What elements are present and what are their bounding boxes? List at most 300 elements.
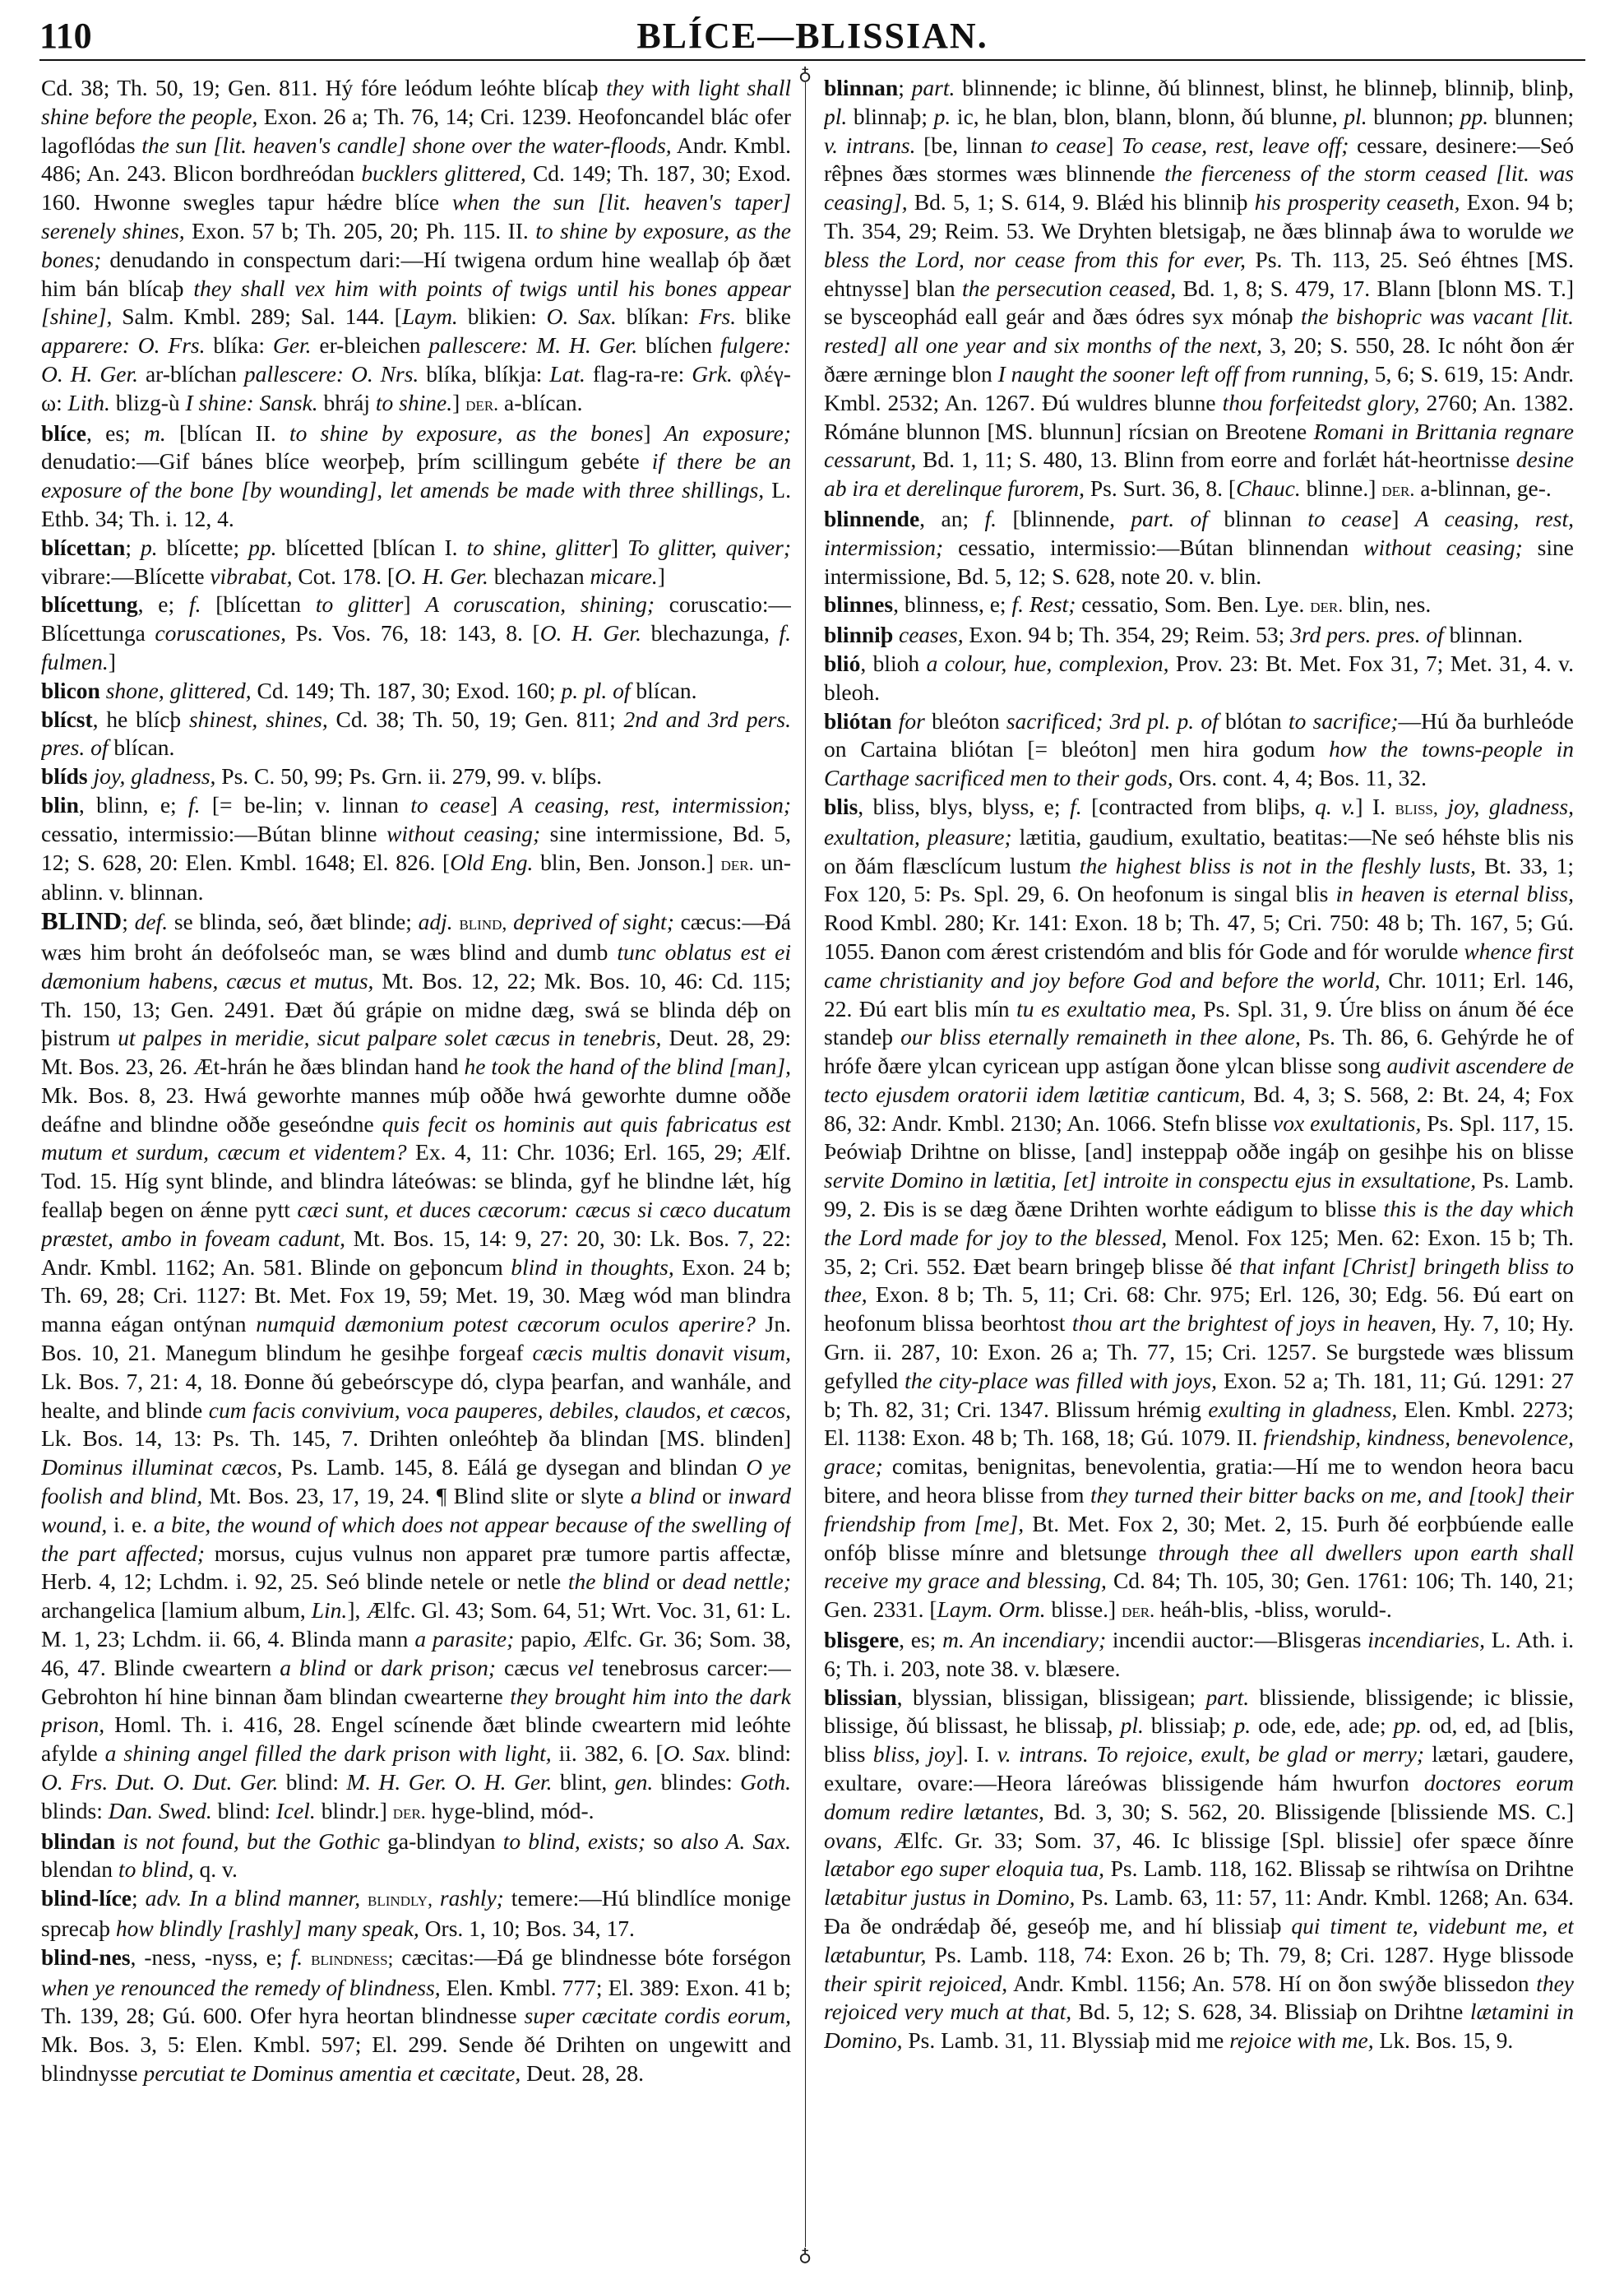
entry-text: , he blícþ xyxy=(92,706,189,732)
translation-text: p. xyxy=(140,534,158,560)
headword: blinnan xyxy=(824,75,899,100)
headword: blíce xyxy=(41,419,86,446)
entry-text: blint, xyxy=(552,1769,615,1795)
translation-text: cum facis convivium, voca pauperes, debiles, claudos, et cæcos, xyxy=(208,1397,791,1423)
translation-text: cæci sunt, et duces cæcorum: cæcus si cæco ducatum præstet, ambo in foveam cadunt, xyxy=(41,1197,791,1251)
headword: blin xyxy=(41,791,79,818)
entry-text: Cd. 149; Th. 187, 30; Exod. 160. Hwonne swegles tapur hǽdre blíce xyxy=(41,160,791,215)
headword: blícettung xyxy=(41,591,138,618)
translation-text: a bite, the wound of which does not appear because of the swelling of the part affected; xyxy=(41,1511,791,1566)
entry-text: i. e. xyxy=(107,1511,154,1537)
translation-text: our bliss eternally remaineth in thee alone, xyxy=(900,1024,1301,1050)
dictionary-entry xyxy=(41,74,791,419)
column-divider xyxy=(805,72,806,2254)
entry-text: blizg-ù xyxy=(109,389,186,415)
entry-text: Exon. 94 b; Th. 354, 29; Reim. 53. We Dryhten bletsigaþ, ne ðæs blinnaþ áwa to worulde xyxy=(824,189,1574,243)
entry-text: blícan. xyxy=(630,677,697,703)
entry-text: blícan. xyxy=(108,734,175,761)
translation-text: gen. xyxy=(614,1769,654,1795)
translation-text: without ceasing; xyxy=(1363,534,1523,560)
entry-text: ] xyxy=(108,648,116,674)
entry-text: Exon. 94 b; Th. 354, 29; Reim. 53; xyxy=(963,622,1291,648)
entry-text: Exon. 26 a; Th. 76, 14; Cri. 1239. Heofoncandel blác ofer lagoflódas xyxy=(41,103,791,158)
translation-text: fulgere: O. H. Ger. xyxy=(41,332,791,387)
translation-text: how blindly [rashly] many speak, xyxy=(115,1916,419,1941)
translation-text: to blind, xyxy=(118,1856,194,1883)
translation-text: bucklers glittered, xyxy=(361,160,526,187)
entry-text: Ps. Lamb. 31, 11. Blyssiaþ mid me xyxy=(902,2027,1230,2054)
entry-text: Ps. Th. 86, 6. Gehýrde he of hrófe ðære ylcan cyricean upp astígan ðone ylcan blisse song xyxy=(824,1024,1574,1079)
entry-text: Bd. 5, 1; S. 614, 9. Blǽd his blinniþ xyxy=(907,189,1255,215)
translation-text: to shine, glitter xyxy=(466,534,611,560)
headword: blind-nes xyxy=(41,1943,131,1970)
translation-text: Lith. xyxy=(67,389,110,415)
entry-text: 3, 20; S. 550, 28. Ic nóht ðon ǽr ðære ærninge blon xyxy=(824,332,1574,387)
entry-text: Menol. Fox 125; Men. 62: Exon. 15 b; Th. 35, 2; Cri. 552. Ðæt bearn bringeþ blisse ðé xyxy=(824,1224,1574,1279)
entry-text xyxy=(303,1944,311,1970)
translation-text: Old Eng. xyxy=(450,849,534,875)
entry-text: Ps. Lamb. 99, 2. Ðis is se dæg ðæne Drihten worhte eádigum to blisse xyxy=(824,1167,1574,1222)
entry-text: comitas, benignitas, benevolentia, gratia:—Hí me to wendon heora bacu bitere, and heora blisse from xyxy=(824,1453,1574,1508)
translation-text: p. xyxy=(1233,1712,1252,1739)
translation-text: numquid dæmonium potest cæcorum oculos aperire? xyxy=(256,1311,756,1337)
entry-text: Ps. Vos. 76, 18: 143, 8. [ xyxy=(286,620,540,646)
translation-text: Goth. xyxy=(740,1769,791,1795)
entry-text: Lk. Bos. 14, 13: Ps. Th. 145, 7. Drihten onleóhteþ ða blindan [MS. blinden] xyxy=(41,1425,791,1452)
entry-text: lætitia, gaudium, exultatio, beatitas:—Ne seó héhste blis nis on ðám flæsclícum lustum xyxy=(824,823,1574,878)
translation-text: I shine: Sansk. xyxy=(185,389,318,415)
entry-text: ]. I. xyxy=(955,1741,997,1767)
entry-text: cæcitas:—Ðá ge blindnesse bóte forségon xyxy=(393,1943,791,1970)
entry-text: ; xyxy=(125,534,141,560)
headword: blinniþ xyxy=(824,622,894,648)
translation-text: v. intrans. To rejoice, exult, be glad or merry; xyxy=(997,1741,1424,1767)
entry-text: blinds: xyxy=(41,1797,109,1823)
translation-text: thou art the brightest of joys in heaven, xyxy=(1071,1310,1437,1337)
entry-text: blinnaþ; xyxy=(847,103,934,129)
entry-text: [= be-lin; v. linnan xyxy=(200,791,411,818)
translation-text: blind in thoughts, xyxy=(511,1253,674,1280)
entry-text: Ps. Spl. 117, 15. Þeówiaþ Drihtne on blisse, [and] insteppaþ oððe ingáþ on gesihþe his on blisse xyxy=(824,1110,1574,1165)
translation-text: also A. Sax. xyxy=(681,1828,791,1854)
small-caps-label: bliss, xyxy=(1395,797,1438,819)
entry-text: blechazan xyxy=(488,563,590,589)
entry-text: temere:—Hú blindlíce monige sprecaþ xyxy=(41,1885,791,1941)
entry-text: Homl. Th. i. 416, 28. Engel scínende ðæt blinde cweartern mid leóhte afylde xyxy=(41,1712,791,1767)
entry-text: lætari, gaudere, exultare, ovare:—Heora láreówas blissigende hám hwurfon xyxy=(824,1741,1574,1796)
translation-text: desine ab ira et derelinque furorem, xyxy=(824,447,1574,502)
entry-text: blótan xyxy=(1218,707,1289,734)
entry-text: blunnon; xyxy=(1367,103,1460,129)
translation-text: lætabitur justus in Domino, xyxy=(824,1884,1076,1911)
entry-text: , blioh xyxy=(860,650,927,676)
entry-text: Ps. Lamb. 145, 8. Eálá ge dysegan and blindan xyxy=(282,1454,747,1480)
entry-text xyxy=(893,622,899,647)
entry-text: cessatio, intermissio:—Bútan blinnendan xyxy=(943,534,1364,560)
entry-text: cæcus xyxy=(496,1654,568,1680)
entry-text: ], Ælfc. Gl. 43; Som. 64, 51; Wrt. Voc. 31, 61: L. M. 1, 23; Lchdm. ii. 66, 4. Blinda mann xyxy=(41,1597,791,1652)
small-caps-label: blindness; xyxy=(311,1948,394,1970)
entry-text: , -ness, -nyss, e; xyxy=(130,1943,291,1970)
entry-text: Cd. 84; Th. 105, 30; Gen. 1761: 106; Th. 140, 21; Gen. 2331. [ xyxy=(824,1568,1574,1623)
translation-text: the city-place was filled with joys, xyxy=(905,1367,1217,1393)
page-number: 110 xyxy=(39,16,92,56)
entry-text: Ps. Spl. 31, 9. Úre bliss on ánum ðé éce standeþ xyxy=(824,995,1574,1050)
translation-text: the fierceness of the storm ceased [lit. was ceasing], xyxy=(824,160,1574,215)
entry-text: Cd. 149; Th. 187, 30; Exod. 160; xyxy=(251,677,562,703)
headword: blissian xyxy=(824,1684,897,1710)
entry-text: Lk. Bos. 7, 21: 4, 18. Ðonne ðú gebeórscype dó, clypa þearfan, and wanhále, and healte, and blinde xyxy=(41,1368,791,1423)
entry-text: ode, ede, ade; xyxy=(1251,1712,1394,1739)
entry-text: ; xyxy=(122,909,135,935)
entry-text: , e; xyxy=(137,591,189,618)
entry-text: morsus, cujus vulnus non apparet præ tumore partis affectæ, Herb. 4, 12; Lchdm. i. 92, 25. Seó blinde netele or netle xyxy=(41,1540,791,1595)
headword: bliótan xyxy=(824,707,892,734)
translation-text: servite Domino in lætitia, [et] introite in conspectu ejus in exsultatione, xyxy=(824,1167,1477,1193)
entry-text: blinne.] xyxy=(1300,475,1382,502)
translation-text: f. xyxy=(188,591,201,618)
headword: blindan xyxy=(41,1828,116,1854)
translation-text: through thee all dwellers upon earth shall receive my grace and blessing, xyxy=(824,1539,1574,1594)
small-caps-label: blind, xyxy=(459,913,507,935)
dictionary-entry xyxy=(41,1884,791,1943)
entry-text: ] I. xyxy=(1355,793,1395,819)
translation-text: thou forfeitedst glory, xyxy=(1222,389,1420,415)
entry-text: Ps. C. 50, 99; Ps. Grn. ii. 279, 99. v. blíþs. xyxy=(215,763,603,790)
translation-text: to sacrifice; xyxy=(1289,707,1399,734)
dictionary-entry xyxy=(41,791,791,907)
translation-text: O ye foolish and blind, xyxy=(41,1454,791,1509)
translation-text: Frs. xyxy=(699,303,737,330)
entry-text: blíkan: xyxy=(616,303,700,330)
headword: blinnes xyxy=(824,591,894,618)
translation-text: the highest bliss is not in the fleshly lusts, xyxy=(1079,852,1476,878)
translation-text: apparere: O. Frs. xyxy=(41,332,206,359)
entry-text: Elen. Kmbl. 777; El. 389: Exon. 41 b; Th. 139, 28; Gú. 600. Ofer hyra heortan blindnesse xyxy=(41,1974,791,2029)
entry-text: blechazunga, xyxy=(641,620,780,646)
translation-text: Dominus illuminat cæcos, xyxy=(41,1454,283,1480)
entry-text: Bd. 4, 3; S. 568, 2: Bt. 24, 4; Fox 86, 32: Andr. Kmbl. 2130; An. 1066. Stefn blisse xyxy=(824,1081,1574,1136)
headword: blisgere xyxy=(824,1627,900,1653)
translation-text: to shine by exposure, as the bones xyxy=(289,419,644,446)
translation-text: we bless the Lord, nor cease from this for ever, xyxy=(824,217,1574,272)
entry-text: blinnende; ic blinne, ðú blinnest, blinst, he blinneþ, blinniþ, blinþ, xyxy=(955,75,1574,100)
entry-text: blissiaþ; xyxy=(1143,1712,1234,1739)
translation-text: whence first came christianity and joy before God and before the world, xyxy=(824,938,1574,993)
entry-text: blícette; xyxy=(157,534,249,560)
entry-text: Exon. 57 b; Th. 205, 20; Ph. 115. II. xyxy=(184,217,536,243)
entry-text: blindr.] xyxy=(315,1797,393,1823)
translation-text: pp. xyxy=(248,534,277,560)
entry-text: archangelica [lamium album, xyxy=(41,1597,312,1624)
translation-text: dead nettle; xyxy=(682,1568,791,1595)
entry-text: Mt. Bos. 15, 14: 9, 27: 20, 30: Lk. Bos. 7, 22: Andr. Kmbl. 1162; An. 581. Blinde on geþoncum xyxy=(41,1225,791,1280)
translation-text: to glitter xyxy=(315,591,404,618)
entry-text: L. Ethb. 34; Th. i. 12, 4. xyxy=(41,477,791,531)
translation-text: doctores eorum domum redire lætantes, xyxy=(824,1770,1574,1824)
entry-text: bleóton xyxy=(924,707,1006,734)
translation-text: a colour, hue, complexion, xyxy=(926,650,1169,676)
entry-text: ] xyxy=(610,534,628,560)
entry-text: Cot. 178. [ xyxy=(292,563,395,589)
entry-text: Ex. 4, 11: Chr. 1036; Erl. 165, 29; Ælf. Tod. 15. Híg synt blinde, and blindra láteówas: se blinda, gyf he blindne lǽt, híg feallaþ begen on ǽnne pytt xyxy=(41,1139,791,1223)
entry-text: flag-ra-re: xyxy=(585,360,692,387)
translation-text: v. intrans. xyxy=(824,132,916,158)
translation-text: Ger. xyxy=(272,332,312,359)
translation-text: part. xyxy=(911,75,955,100)
translation-text: coruscationes, xyxy=(155,620,287,646)
dictionary-entry xyxy=(824,621,1574,650)
translation-text: def. xyxy=(134,909,169,935)
entry-text: Bd. 5, 12; S. 628, 34. Blissiaþ on Drihtne xyxy=(1071,1999,1470,2025)
translation-text: to cease xyxy=(1307,505,1392,531)
translation-text: without ceasing; xyxy=(386,820,541,846)
translation-text: ceases, xyxy=(898,622,964,648)
entry-text: cessatio, Som. Ben. Lye. xyxy=(1076,591,1311,618)
translation-text: lætamini in Domino, xyxy=(824,1999,1574,2054)
translation-text: they with light shall shine before the people, xyxy=(41,75,791,129)
dictionary-entry xyxy=(824,650,1574,707)
entry-text: blissiende, blissigende; ic blissie, blissige, ðú blissast, he blissaþ, xyxy=(824,1684,1574,1739)
entry-text: ar-blíchan xyxy=(138,360,244,387)
left-column xyxy=(41,74,791,2245)
translation-text: q. v. xyxy=(1315,793,1356,819)
dictionary-entry xyxy=(41,706,791,763)
entry-text: Ælfc. Gr. 33; Som. 37, 46. Ic blissige [Spl. blissie] ofer spæce ðínre xyxy=(882,1827,1574,1853)
translation-text: m. An incendiary; xyxy=(942,1627,1107,1653)
entry-text: blind: xyxy=(211,1797,276,1823)
translation-text: Icel. xyxy=(275,1797,316,1823)
translation-text: Dan. Swed. xyxy=(108,1797,212,1823)
dictionary-entry xyxy=(824,74,1574,505)
translation-text: to blind, exists; xyxy=(502,1828,646,1854)
translation-text: shinest, shines, xyxy=(188,706,328,732)
entry-text xyxy=(433,1885,440,1911)
dictionary-entry xyxy=(41,1943,791,2088)
translation-text: f. xyxy=(188,791,201,818)
entry-text: hyge-blind, mód-. xyxy=(425,1797,595,1823)
entry-text: incendii auctor:—Blisgeras xyxy=(1106,1627,1368,1653)
translation-text: pallescere: M. H. Ger. xyxy=(428,332,638,359)
translation-text: pallescere: O. Nrs. xyxy=(243,360,419,387)
translation-text: ovans, xyxy=(824,1827,883,1853)
translation-text: a shining angel filled the dark prison with light, xyxy=(104,1740,552,1767)
headword: blind-líce xyxy=(41,1885,132,1911)
entry-text: Hy. 7, 10; Hy. Grn. ii. 287, 10: Exon. 26 a; Th. 77, 15; Cri. 1257. Se burgstede wæs blissum gefylled xyxy=(824,1310,1574,1393)
entry-text: papio, Ælfc. Gr. 36; Som. 38, 46, 47. Blinde cweartern xyxy=(41,1626,791,1680)
translation-text: A ceasing, rest, intermission; xyxy=(509,791,791,818)
translation-text: O. H. Ger. xyxy=(539,620,641,646)
entry-text: ] xyxy=(1391,505,1415,531)
entry-text: q. v. xyxy=(193,1856,238,1883)
entry-text: , blyssian, blissigan, blissigean; xyxy=(896,1684,1206,1710)
headword: blinnende xyxy=(824,505,920,531)
small-caps-label: der. xyxy=(392,1801,426,1823)
translation-text: a blind xyxy=(630,1483,696,1509)
entry-text: a-blícan. xyxy=(498,389,583,415)
translation-text: they rejoiced very much at that, xyxy=(824,1970,1574,2025)
translation-text: to cease xyxy=(1030,132,1107,158)
translation-text: m. xyxy=(143,419,166,446)
entry-text: Mk. Bos. 3, 5: Elen. Kmbl. 597; El. 299. Sende ðé Drihten on ungewitt and blindnysse xyxy=(41,2031,791,2086)
entry-text: or xyxy=(695,1483,729,1509)
entry-text: blind: xyxy=(278,1769,347,1795)
translation-text: 3rd pers. pres. of xyxy=(1290,622,1444,648)
entry-text: blisse.] xyxy=(1045,1596,1122,1623)
small-caps-label: der. xyxy=(1381,479,1415,502)
small-caps-label: der. xyxy=(720,853,754,875)
translation-text: the sun [lit. heaven's candle] shone over the water-floods, xyxy=(141,132,672,158)
entry-text: Ps. Surt. 36, 8. [ xyxy=(1084,475,1237,502)
entry-text: ii. 382, 6. [ xyxy=(551,1740,664,1767)
entry-text: ] xyxy=(403,591,426,618)
translation-text: O. Sax. xyxy=(663,1740,731,1767)
entry-text: cessatio, intermissio:—Bútan blinne xyxy=(41,820,387,846)
entry-text: [blinnende, xyxy=(997,505,1131,531)
translation-text: p. xyxy=(933,103,951,129)
entry-text: Ors. cont. 4, 4; Bos. 11, 32. xyxy=(1173,765,1427,791)
entry-text: Exon. 52 a; Th. 181, 11; Gú. 1291: 27 b; Th. 82, 31; Cri. 1347. Blissum hrémig xyxy=(824,1367,1574,1422)
entry-text: Chr. 1011; Erl. 146, 22. Ðú eart blis mín xyxy=(824,966,1574,1022)
entry-text: denudatio:—Gif bánes blíce weorþeþ, þrím scillingum gebéte xyxy=(41,448,652,475)
entry-text: bhráj xyxy=(317,389,376,415)
entry-text: Andr. Kmbl. 1156; An. 578. Hí on ðon swýðe blissedon xyxy=(1007,1970,1537,1996)
translation-text: they shall vex him with points of twigs until his bones appear [shine], xyxy=(41,275,791,330)
translation-text: part. xyxy=(1205,1684,1250,1710)
translation-text: percutiat te Dominus amentia et cæcitate, xyxy=(143,2059,521,2086)
entry-text: ] xyxy=(1106,132,1122,158)
entry-text: tenebrosus carcer:—Gebrohton hí hine binnan ðam blindan cwearterne xyxy=(41,1654,791,1709)
translation-text: in heaven is eternal bliss, xyxy=(1335,881,1574,907)
dictionary-entry xyxy=(41,762,791,791)
translation-text: vel xyxy=(567,1654,595,1680)
entry-text: blin, nes. xyxy=(1343,591,1432,618)
entry-text: Ors. 1, 10; Bos. 34, 17. xyxy=(419,1916,635,1941)
entry-text: ga-blindyan xyxy=(379,1828,503,1854)
entry-text: Ps. Lamb. 118, 162. Blissaþ se rihtwísa on Drihtne xyxy=(1104,1855,1574,1882)
translation-text: f. xyxy=(290,1943,303,1970)
translation-text: lætabor ego super eloquia tua, xyxy=(824,1855,1105,1882)
entry-text: L. Ath. i. 6; Th. i. 203, note 38. v. blæsere. xyxy=(824,1627,1574,1681)
translation-text: a parasite; xyxy=(414,1626,515,1652)
translation-text: Romani in Brittania regnare cessarunt, xyxy=(824,418,1574,473)
headword: blíds xyxy=(41,763,88,790)
entry-text: , an; xyxy=(919,505,985,531)
translation-text: vox exultationis, xyxy=(1273,1110,1422,1136)
entry-text: blendan xyxy=(41,1856,118,1883)
entry-text: Bd. 1, 11; S. 480, 13. Blinn from eorre and forlǽt hát-heortnisse xyxy=(916,447,1516,473)
translation-text: tunc oblatus est ei dæmonium habens, cæcus et mutus, xyxy=(41,938,791,994)
entry-text: Bd. 3, 30; S. 562, 20. Blissigende [blissiende MS. C.] xyxy=(1043,1798,1574,1824)
translation-text: O. Sax. xyxy=(546,303,617,330)
entry-text: Prov. 23: Bt. Met. Fox 31, 7; Met. 31, 4. v. bleoh. xyxy=(824,650,1574,705)
entry-text: heáh-blis, -bliss, woruld-. xyxy=(1154,1596,1392,1623)
entry-text: blin, Ben. Jonson.] xyxy=(533,849,721,875)
entry-text: Bt. Met. Fox 2, 30; Met. 2, 15. Þurh ðé eorþbúende ealle onfóþ blisse mínre and bletsunge xyxy=(824,1510,1574,1565)
dictionary-entry xyxy=(41,907,791,1828)
entry-text: sine intermissione, Bd. 5, 12; S. 628, 20: Elen. Kmbl. 1648; El. 826. [ xyxy=(41,820,791,875)
translation-text: Laym. Orm. xyxy=(937,1596,1046,1623)
translation-text: Laym. xyxy=(401,303,458,330)
entry-text: blíka, blíkja: xyxy=(419,360,550,387)
dictionary-entry xyxy=(41,677,791,706)
translation-text: to cease xyxy=(410,791,491,818)
headword: blícettan xyxy=(41,534,126,560)
entry-text: so xyxy=(645,1828,681,1854)
translation-text: how the towns-people in Carthage sacrificed men to their gods, xyxy=(824,736,1574,791)
entry-text: [contracted from bliþs, xyxy=(1081,793,1316,819)
entry-text: ; xyxy=(132,1885,146,1911)
translation-text: they turned their bitter backs on me, and [took] their friendship from [me], xyxy=(824,1482,1574,1536)
entry-text: Mt. Bos. 23, 17, 19, 24. ¶ Blind slite or slyte xyxy=(202,1483,631,1509)
translation-text: to shine by exposure, as the bones; xyxy=(41,217,791,272)
entry-text: ] xyxy=(643,419,664,446)
entry-text: Rood Kmbl. 280; Kr. 141: Exon. 18 b; Th. 47, 5; Cri. 750: 48 b; Th. 167, 5; Gú. 1055. Ðanon com ǽrest cristendóm and blis fór Gode and fór worulde xyxy=(824,910,1574,964)
small-caps-label: der. xyxy=(1122,1601,1155,1623)
dictionary-entry xyxy=(824,1684,1574,2055)
entry-text xyxy=(100,678,106,703)
translation-text: audivit ascendere de tecto ejusdem oratorii idem lætitiæ canticum, xyxy=(824,1053,1574,1107)
entry-text: Bd. 1, 8; S. 479, 17. Blann [blonn MS. T.] se bysceophád eall geár and ðæs ódres syx mónaþ xyxy=(824,275,1574,330)
translation-text: is not found, but the Gothic xyxy=(123,1828,380,1854)
entry-text: blinnan. xyxy=(1443,622,1524,648)
translation-text: qui timent te, videbunt me, et lætabuntur, xyxy=(824,1913,1574,1967)
entry-text: Elen. Kmbl. 2273; El. 1138: Exon. 48 b; Th. 168, 18; Gú. 1079. II. xyxy=(824,1396,1574,1451)
dictionary-entry xyxy=(824,505,1574,591)
dictionary-entry xyxy=(41,1828,791,1885)
divider-ornament-bottom-icon: ♁ xyxy=(798,2245,812,2265)
translation-text: that infant [Christ] bringeth bliss to thee, xyxy=(824,1253,1574,1308)
entry-text: φλέγ-ω: xyxy=(41,360,791,415)
entry-text: , es; xyxy=(899,1627,943,1653)
divider-ornament-top-icon: ♁ xyxy=(798,63,812,84)
entry-text: blíchen xyxy=(637,332,720,359)
entry-text: [blícettan xyxy=(201,591,316,618)
entry-text: ic, he blan, blon, blann, blonn, ðú blunne, xyxy=(951,103,1344,129)
entry-text xyxy=(507,909,513,934)
entry-text: 5, 6; S. 619, 15: Andr. Kmbl. 2532; An. 1267. Ðú wuldres blunne xyxy=(824,360,1574,415)
entry-text: blindes: xyxy=(653,1769,741,1795)
translation-text: shone, glittered, xyxy=(105,677,252,703)
entry-text: cessare, desinere:—Seó rêþnes ðæs stormes wæs blinnende xyxy=(824,132,1574,187)
translation-text: To glitter, quiver; xyxy=(627,534,791,560)
translation-text: rashly; xyxy=(439,1885,504,1911)
entry-text: a-blinnan, ge-. xyxy=(1414,475,1552,502)
entry-text: , bliss, blys, blyss, e; xyxy=(858,793,1071,819)
translation-text: if there be an exposure of the bone [by wounding], let amends be made with three shillings, xyxy=(41,448,791,503)
entry-text: Salm. Kmbl. 289; Sal. 144. [ xyxy=(112,303,402,330)
translation-text: f. xyxy=(984,505,997,531)
translation-text: his prosperity ceaseth, xyxy=(1254,189,1460,215)
entry-text: ] xyxy=(452,389,466,415)
translation-text: 2nd and 3rd pers. pres. of xyxy=(41,706,791,761)
translation-text: pp. xyxy=(1393,1712,1423,1739)
translation-text: joy, gladness, xyxy=(93,763,216,790)
entry-text: Mk. Bos. 8, 23. Hwá geworhte mannes múþ oððe hwá geworhte dumne oððe deáfne and blindne oððe geseóndne xyxy=(41,1082,791,1137)
right-column xyxy=(824,74,1574,2245)
translation-text: Grk. xyxy=(692,360,733,387)
page-header xyxy=(39,12,1585,61)
entry-text: ; xyxy=(898,75,912,100)
translation-text: he took the hand of the blind [man], xyxy=(464,1054,791,1080)
translation-text: a blind xyxy=(280,1654,346,1680)
entry-text: ] xyxy=(490,791,510,818)
entry-text: blind: xyxy=(730,1740,791,1767)
translation-text: deprived of sight; xyxy=(513,909,674,935)
translation-text: p. pl. of xyxy=(561,677,631,703)
entry-text: se blinda, seó, ðæt blinde; xyxy=(168,909,419,935)
entry-text: sine intermissione, Bd. 5, 12; S. 628, note 20. v. blin. xyxy=(824,534,1574,589)
